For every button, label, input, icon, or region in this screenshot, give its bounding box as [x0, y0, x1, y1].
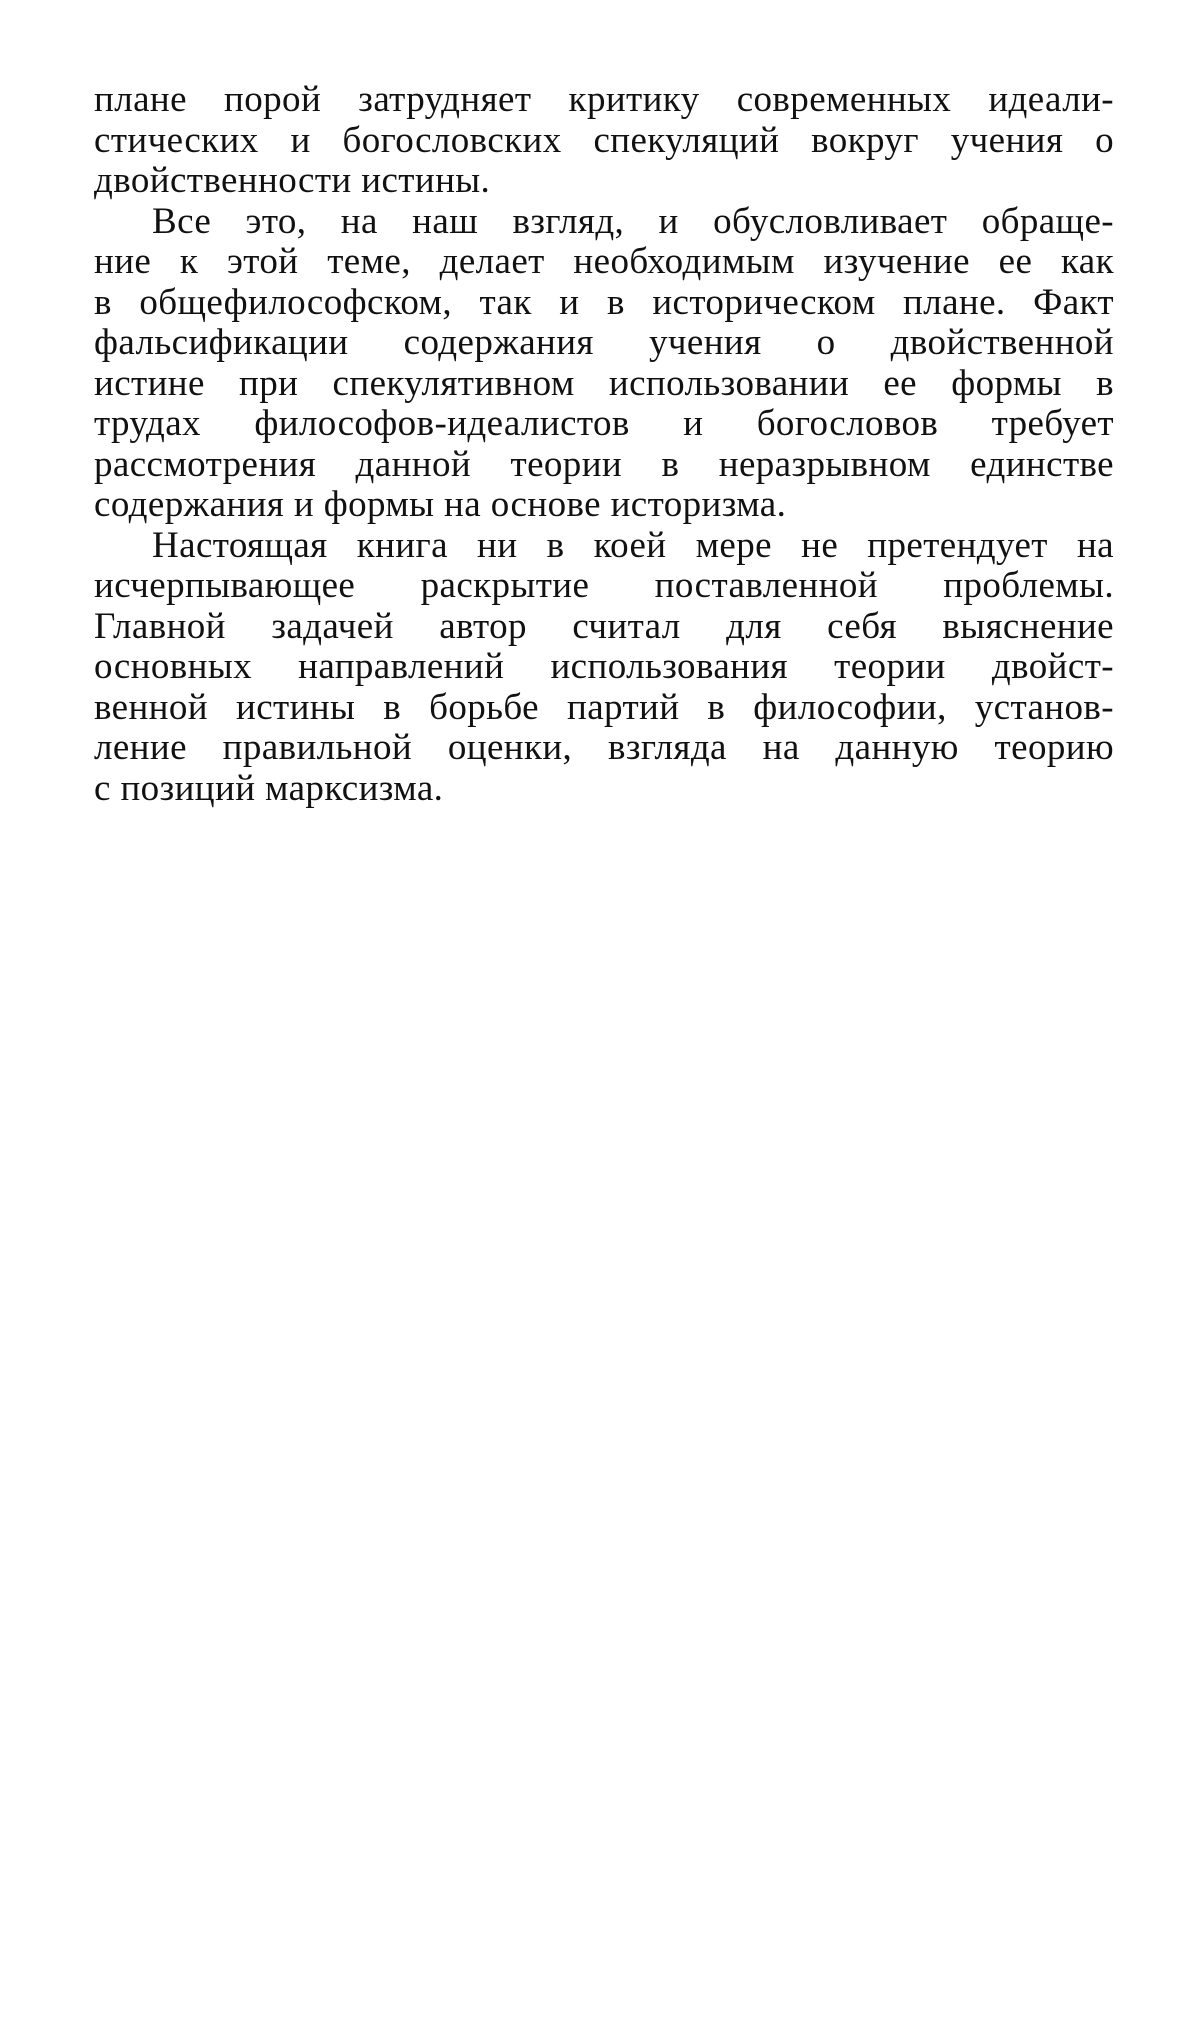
- text-line: с позиций марксизма.: [94, 767, 444, 809]
- paragraph-2: [94, 202, 1114, 526]
- text-line: содержания и формы на основе историзма.: [94, 484, 787, 525]
- text-line: трудах философов-идеалистов и богословов требует: [94, 403, 1114, 444]
- book-page: [94, 80, 1114, 809]
- text-line: ние к этой теме, делает необходимым изучение ее как: [94, 241, 1114, 282]
- text-line: венной истины в борьбе партий в философии, установ-: [94, 686, 1114, 728]
- text-line: истине при спекулятивном использовании ее формы в: [94, 362, 1114, 404]
- text-line: основных направлений использования теории двойст-: [94, 646, 1114, 687]
- text-line: Главной задачей автор считал для себя выяснение: [94, 605, 1114, 647]
- paragraph-1: [94, 80, 1114, 202]
- text-line: стических и богословских спекуляций вокруг учения о: [94, 119, 1114, 161]
- text-line: двойственности истины.: [94, 160, 491, 201]
- text-line: исчерпывающее раскрытие поставленной проблемы.: [94, 565, 1114, 606]
- text-line: ление правильной оценки, взгляда на данную теорию: [94, 727, 1114, 768]
- text-line: в общефилософском, так и в историческом плане. Факт: [94, 281, 1114, 323]
- text-line: фальсификации содержания учения о двойственной: [94, 322, 1114, 363]
- text-line: рассмотрения данной теории в неразрывном единстве: [94, 443, 1114, 485]
- text-line: Все это, на наш взгляд, и обусловливает обраще-: [152, 200, 1114, 242]
- paragraph-3: [94, 526, 1114, 810]
- text-line: плане порой затрудняет критику современных идеали-: [94, 79, 1114, 120]
- text-line: Настоящая книга ни в коей мере не претендует на: [152, 524, 1114, 566]
